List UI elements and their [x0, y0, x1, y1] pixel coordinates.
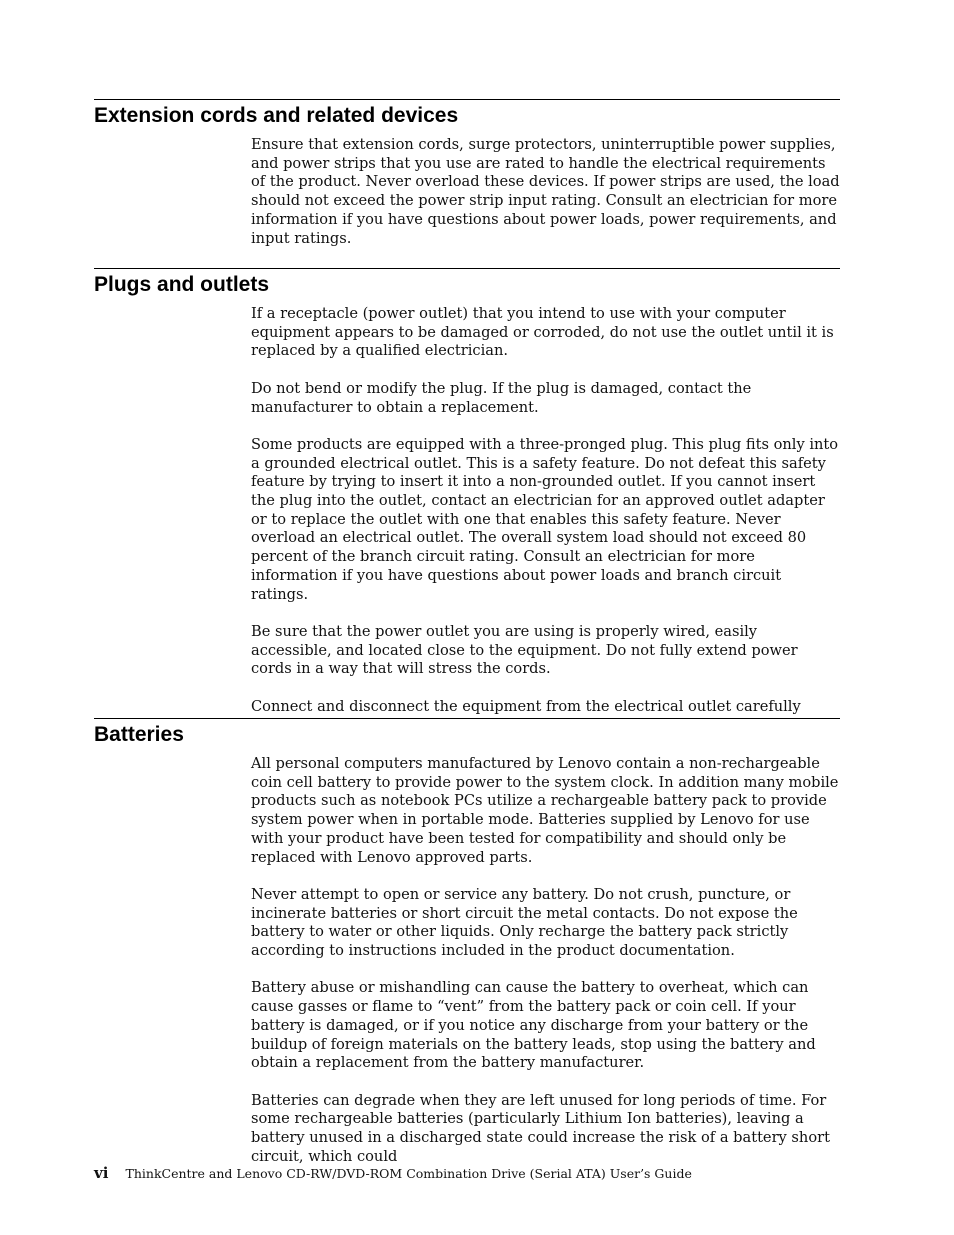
section-heading: Plugs and outlets: [94, 273, 270, 296]
section-plugs-outlets: [94, 268, 840, 716]
section-body: [251, 136, 841, 248]
paragraph: If a receptacle (power outlet) that you intend to use with your computer equipment appears to be damaged or corroded, do not use the outlet until it is replaced by a qualified electrician.: [251, 305, 834, 360]
section-body: [251, 755, 841, 1166]
document-title: ThinkCentre and Lenovo CD-RW/DVD-ROM Combination Drive (Serial ATA) User’s Guide: [125, 1166, 692, 1181]
section-heading: Batteries: [94, 723, 184, 746]
page-footer: [94, 1163, 692, 1182]
paragraph: Battery abuse or mishandling can cause the battery to overheat, which can cause gasses or flame to “vent” from the battery pack or coin cell. If your battery is damaged, or if you notice any discharge from your battery or the buildup of foreign materials on the battery leads, stop using the battery and obtain a replacement from the battery manufacturer.: [251, 979, 816, 1072]
section-batteries: [94, 718, 840, 1166]
paragraph: Some products are equipped with a three-pronged plug. This plug fits only into a grounded electrical outlet. This is a safety feature. Do not defeat this safety feature by trying to insert it into a non-grounded outlet. If you cannot insert the plug into the outlet, contact an electrician for an approved outlet adapter or to replace the outlet with one that enables this safety feature. Never overload an electrical outlet. The overall system load should not exceed 80 percent of the branch circuit rating. Consult an electrician for more information if you have questions about power loads and branch circuit ratings.: [251, 435, 839, 603]
paragraph: Batteries can degrade when they are left unused for long periods of time. For some rechargeable batteries (particularly Lithium Ion batteries), leaving a battery unused in a discharged state could increase the risk of a battery short circuit, which could: [251, 1091, 830, 1165]
paragraph: All personal computers manufactured by Lenovo contain a non-rechargeable coin cell battery to provide power to the system clock. In addition many mobile products such as notebook PCs utilize a rechargeable battery pack to provide system power when in portable mode. Batteries supplied by Lenovo for use with your product have been tested for compatibility and should only be replaced with Lenovo approved parts.: [251, 755, 839, 866]
section-heading: Extension cords and related devices: [94, 104, 459, 127]
paragraph: Connect and disconnect the equipment from the electrical outlet carefully: [251, 697, 801, 715]
paragraph: Ensure that extension cords, surge protectors, uninterruptible power supplies, and power strips that you use are rated to handle the electrical requirements of the product. Never overload these devices. If power strips are used, the load should not exceed the power strip input rating. Consult an electrician for more information if you have questions about power loads, power requirements, and input ratings.: [251, 136, 840, 247]
paragraph: Never attempt to open or service any battery. Do not crush, puncture, or incinerate batteries or short circuit the metal contacts. Do not expose the battery to water or other liquids. Only recharge the battery pack strictly according to instructions included in the product documentation.: [251, 885, 798, 960]
paragraph: Be sure that the power outlet you are using is properly wired, easily accessible, and located close to the equipment. Do not fully extend power cords in a way that will stress the cords.: [251, 622, 798, 678]
section-extension-cords: [94, 99, 840, 248]
section-body: [251, 305, 841, 716]
paragraph: Do not bend or modify the plug. If the plug is damaged, contact the manufacturer to obtain a replacement.: [251, 379, 752, 416]
page-number: vi: [94, 1164, 109, 1182]
